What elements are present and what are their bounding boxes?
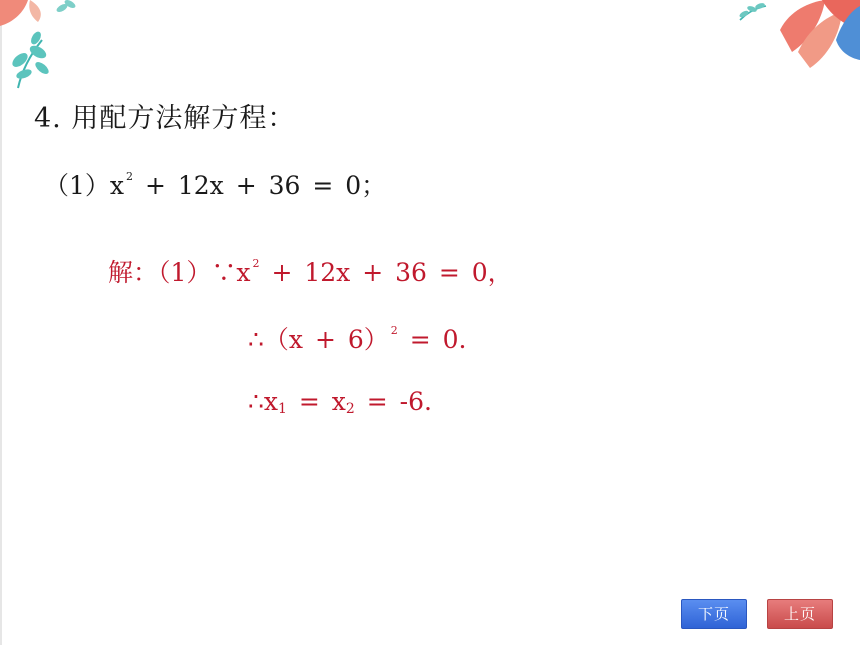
solution-3-subscript-2: 2 bbox=[345, 401, 355, 417]
previous-page-button[interactable]: 上页 bbox=[767, 599, 833, 629]
solution-line-1 bbox=[108, 253, 513, 289]
solution-3-variable-2: x bbox=[331, 387, 346, 416]
solution-1-exponent: 2 bbox=[252, 257, 260, 270]
solution-3-equals: = bbox=[286, 387, 332, 416]
next-page-button[interactable]: 下页 bbox=[681, 599, 747, 629]
part-1-variable: x bbox=[109, 171, 125, 200]
solution-3-subscript-1: 1 bbox=[278, 401, 287, 417]
part-1-exponent: 2 bbox=[126, 170, 134, 183]
part-1-equation-rest: + 12x + 36 = 0； bbox=[133, 171, 387, 200]
question-number: 4. bbox=[34, 103, 62, 134]
therefore-symbol: ∴ bbox=[248, 325, 264, 354]
solution-1-variable: x bbox=[236, 258, 251, 287]
question-text: 用配方法解方程： bbox=[71, 103, 296, 134]
solution-2-expression: （x + 6） bbox=[263, 325, 389, 354]
therefore-symbol: ∴ bbox=[248, 387, 264, 416]
question-part-1 bbox=[44, 166, 386, 202]
solution-prefix: 解：（1） bbox=[108, 258, 212, 287]
leaf-decoration-top-right-icon bbox=[730, 0, 860, 75]
solution-1-rest: + 12x + 36 = 0， bbox=[259, 258, 513, 287]
slide-edge bbox=[0, 0, 2, 645]
part-1-label: （1） bbox=[44, 171, 110, 200]
solution-3-variable-1: x bbox=[263, 387, 279, 416]
solution-line-2 bbox=[248, 320, 466, 356]
leaf-decoration-top-left-icon bbox=[0, 0, 90, 95]
solution-2-exponent: 2 bbox=[390, 324, 398, 337]
solution-2-rest: = 0. bbox=[397, 325, 467, 354]
solution-3-rest: = -6. bbox=[354, 387, 432, 416]
solution-line-3 bbox=[248, 387, 432, 417]
because-symbol: ∵ bbox=[211, 258, 237, 287]
question-title bbox=[34, 96, 295, 135]
